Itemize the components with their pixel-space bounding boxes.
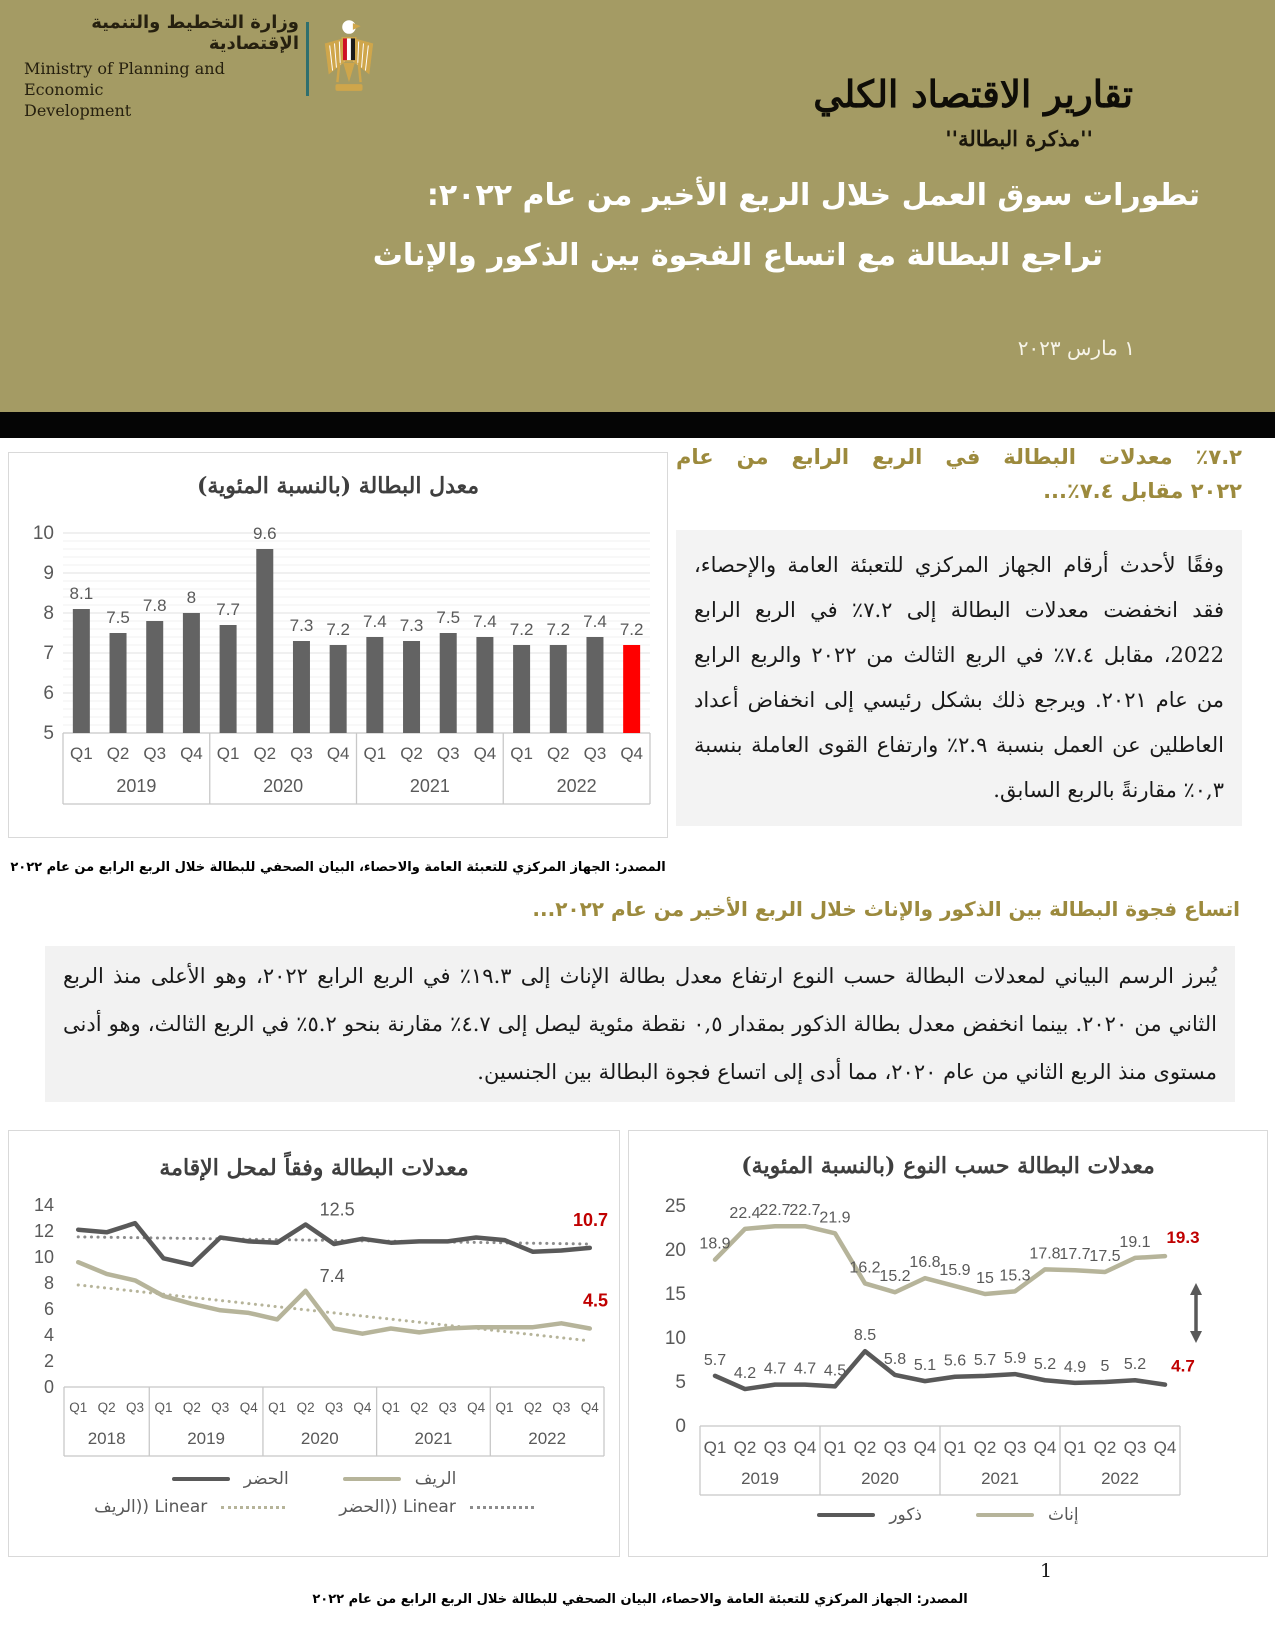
svg-text:5.7: 5.7: [703, 1351, 727, 1369]
svg-text:Q1: Q1: [823, 1438, 847, 1457]
svg-text:10.7: 10.7: [572, 1209, 608, 1230]
svg-text:22.4: 22.4: [729, 1204, 761, 1222]
svg-text:4.2: 4.2: [733, 1365, 757, 1383]
svg-text:2021: 2021: [981, 1469, 1019, 1488]
chart-title-unemployment-rate: معدل البطالة (بالنسبة المئوية): [196, 473, 480, 499]
svg-text:Q3: Q3: [763, 1438, 787, 1457]
svg-text:4.7: 4.7: [1171, 1356, 1195, 1376]
svg-text:Q1: Q1: [510, 744, 533, 763]
svg-text:Q3: Q3: [883, 1438, 907, 1457]
svg-text:18.9: 18.9: [699, 1235, 731, 1253]
svg-text:17.5: 17.5: [1089, 1248, 1121, 1265]
chart-title-residence: معدلات البطالة وفقاً لمحل الإقامة: [159, 1155, 469, 1181]
svg-text:5.8: 5.8: [883, 1350, 907, 1368]
svg-text:Q2: Q2: [296, 1400, 315, 1415]
svg-text:7.3: 7.3: [289, 616, 314, 635]
svg-text:Q1: Q1: [216, 744, 240, 763]
svg-text:2020: 2020: [263, 776, 304, 796]
residence-chart-card: [8, 1130, 620, 1557]
report-date: ١ مارس ٢٠٢٣: [1017, 336, 1135, 360]
svg-text:4: 4: [43, 1325, 54, 1345]
urban-line-swatch: [172, 1477, 230, 1481]
intro-text-column: [676, 440, 1242, 826]
header-divider-band: [0, 412, 1275, 438]
svg-text:22.7: 22.7: [759, 1202, 791, 1220]
svg-text:Q2: Q2: [182, 1400, 201, 1415]
male-legend-label: ذكور: [889, 1505, 922, 1525]
svg-text:25: 25: [664, 1196, 686, 1217]
svg-text:Q1: Q1: [495, 1400, 514, 1415]
svg-text:2019: 2019: [741, 1469, 779, 1488]
svg-text:Q1: Q1: [70, 744, 93, 763]
svg-text:Q1: Q1: [268, 1400, 287, 1415]
svg-text:5.1: 5.1: [913, 1357, 937, 1375]
svg-text:15: 15: [976, 1270, 994, 1287]
svg-text:Q2: Q2: [1093, 1438, 1117, 1457]
page-header: [0, 0, 1275, 412]
rural-linear-legend-label: Linear ((الريف: [94, 1497, 208, 1517]
svg-text:6: 6: [43, 1299, 54, 1319]
svg-text:7.4: 7.4: [583, 612, 607, 631]
svg-text:Q4: Q4: [353, 1400, 372, 1415]
svg-text:7.8: 7.8: [142, 596, 167, 615]
svg-text:Q1: Q1: [703, 1438, 727, 1457]
svg-text:2022: 2022: [1101, 1469, 1139, 1488]
svg-text:5.9: 5.9: [1003, 1350, 1027, 1368]
svg-text:Q1: Q1: [381, 1400, 400, 1415]
section1-heading-line1: ٧.٢٪ معدلات البطالة في الربع الرابع من عام: [676, 445, 1242, 469]
svg-text:2020: 2020: [300, 1429, 339, 1448]
female-line-swatch: [976, 1513, 1034, 1517]
svg-text:16.2: 16.2: [849, 1259, 881, 1277]
section1-heading-line2: ٢٠٢٢ مقابل ٧.٤٪...: [1043, 479, 1242, 503]
male-line-swatch: [817, 1513, 875, 1517]
svg-text:Q1: Q1: [363, 744, 387, 763]
svg-text:10: 10: [32, 523, 54, 544]
svg-text:Q4: Q4: [793, 1438, 817, 1457]
svg-text:19.3: 19.3: [1166, 1228, 1200, 1248]
svg-text:Q3: Q3: [126, 1400, 145, 1415]
source-note-bottom: المصدر: الجهاز المركزي للتعبئة العامة والاحصاء، البيان الصحفي للبطالة خلال الربع الرابع من عام ٢٠٢٢: [312, 1592, 968, 1607]
ministry-name-english: Ministry of Planning and Economic Development: [24, 59, 225, 120]
svg-text:Q2: Q2: [400, 744, 423, 763]
svg-text:5: 5: [43, 723, 54, 744]
svg-text:0: 0: [43, 1377, 54, 1397]
svg-text:Q2: Q2: [410, 1400, 429, 1415]
svg-text:6: 6: [43, 683, 54, 704]
svg-text:5.2: 5.2: [1033, 1356, 1057, 1374]
svg-text:Q3: Q3: [552, 1400, 571, 1415]
section1-paragraph: وفقًا لأحدث أرقام الجهاز المركزي للتعبئة العامة والإحصاء، فقد انخفضت معدلات البطالة إلى ٧.٢٪ في الربع الرابع 2022، مقابل ٧.٤٪ في الربع الثالث من ٢٠٢٢ والربع الرابع من عام ٢٠٢١. ويرجع ذلك بشكل رئيسي إلى انخفاض أعداد العاطلين عن العمل بنسبة ٢.٩٪ وارتفاع القوى العاملة بنسبة ٠,٣٪ مقارنةً بالربع السابق.: [676, 530, 1242, 826]
svg-text:4.9: 4.9: [1063, 1358, 1087, 1376]
svg-text:8: 8: [43, 603, 54, 624]
svg-text:7.7: 7.7: [216, 600, 240, 619]
rural-trend-swatch: [221, 1506, 285, 1509]
svg-text:2019: 2019: [187, 1429, 226, 1448]
svg-text:5.2: 5.2: [1123, 1356, 1147, 1374]
svg-text:10: 10: [664, 1328, 686, 1349]
svg-text:Q4: Q4: [326, 744, 350, 763]
svg-text:15.2: 15.2: [879, 1268, 911, 1286]
svg-text:16.8: 16.8: [909, 1254, 941, 1272]
svg-text:Q3: Q3: [1123, 1438, 1147, 1457]
main-title-line1: تطورات سوق العمل خلال الربع الأخير من عام ٢٠٢٢:: [426, 178, 1200, 213]
logo-separator: [306, 22, 309, 96]
svg-text:Q1: Q1: [154, 1400, 173, 1415]
urban-legend-label: الحضر: [243, 1469, 289, 1489]
rural-line-swatch: [343, 1477, 401, 1481]
svg-text:Q3: Q3: [211, 1400, 230, 1415]
svg-text:Q2: Q2: [97, 1400, 116, 1415]
svg-text:4.7: 4.7: [763, 1360, 787, 1378]
svg-text:21.9: 21.9: [819, 1209, 851, 1227]
section2-heading: اتساع فجوة البطالة بين الذكور والإناث خلال الربع الأخير من عام ٢٠٢٢...: [532, 897, 1240, 921]
svg-text:2021: 2021: [409, 776, 450, 796]
svg-text:12: 12: [33, 1221, 54, 1241]
unemployment-rate-chart-card: [8, 452, 668, 838]
svg-text:7.2: 7.2: [619, 620, 644, 639]
svg-text:2021: 2021: [414, 1429, 453, 1448]
residence-legend-row1: [9, 1469, 619, 1489]
gender-line-chart: [640, 1183, 1256, 1497]
svg-text:15.9: 15.9: [939, 1262, 971, 1280]
svg-text:Q2: Q2: [106, 744, 130, 763]
svg-text:9.6: 9.6: [252, 524, 277, 543]
svg-text:8.5: 8.5: [853, 1327, 877, 1345]
gender-chart-card: [628, 1130, 1268, 1557]
svg-text:4.5: 4.5: [582, 1290, 608, 1311]
page-number: 1: [1040, 1560, 1053, 1582]
egypt-eagle-icon: [320, 8, 378, 102]
svg-text:5: 5: [675, 1372, 686, 1393]
svg-text:19.1: 19.1: [1119, 1233, 1151, 1251]
svg-text:2019: 2019: [116, 776, 157, 796]
svg-text:Q4: Q4: [467, 1400, 486, 1415]
svg-text:0: 0: [675, 1416, 686, 1437]
svg-text:7.2: 7.2: [546, 620, 571, 639]
svg-text:2020: 2020: [861, 1469, 899, 1488]
svg-text:10: 10: [33, 1247, 54, 1267]
svg-text:Q4: Q4: [239, 1400, 258, 1415]
svg-text:8.1: 8.1: [69, 584, 94, 603]
svg-text:8: 8: [186, 588, 197, 607]
svg-text:15: 15: [664, 1284, 686, 1305]
svg-text:2018: 2018: [87, 1429, 126, 1448]
svg-text:7: 7: [43, 643, 54, 664]
svg-text:4.5: 4.5: [823, 1362, 847, 1380]
svg-text:Q2: Q2: [733, 1438, 757, 1457]
svg-text:9: 9: [43, 563, 54, 584]
svg-text:7.4: 7.4: [319, 1265, 345, 1286]
svg-text:Q2: Q2: [253, 744, 277, 763]
ministry-name-arabic: وزارة التخطيط والتنمية الإقتصادية: [91, 12, 299, 54]
urban-trend-swatch: [470, 1506, 534, 1509]
svg-text:7.4: 7.4: [363, 612, 387, 631]
section2-paragraph: يُبرز الرسم البياني لمعدلات البطالة حسب النوع ارتفاع معدل بطالة الإناث إلى ١٩.٣٪ في الربع الرابع ٢٠٢٢، وهو الأعلى منذ الربع الثاني من ٢٠٢٠. بينما انخفض معدل بطالة الذكور بمقدار ٠,٥ نقطة مئوية ليصل إلى ٤.٧٪ مقارنة بنحو ٥.٢٪ في الربع الثالث، وهو أدنى مستوى منذ الربع الثاني من عام ٢٠٢٠، مما أدى إلى اتساع فجوة البطالة بين الجنسين.: [45, 946, 1235, 1102]
svg-text:7.3: 7.3: [399, 616, 424, 635]
main-title-line2: تراجع البطالة مع اتساع الفجوة بين الذكور والإناث: [372, 238, 1103, 273]
svg-text:2022: 2022: [528, 1429, 567, 1448]
svg-text:8: 8: [43, 1273, 54, 1293]
svg-text:4.7: 4.7: [793, 1360, 817, 1378]
svg-text:20: 20: [664, 1240, 686, 1261]
svg-text:15.3: 15.3: [999, 1267, 1031, 1285]
svg-text:7.5: 7.5: [106, 608, 130, 627]
urban-linear-legend-label: Linear ((الحضر: [339, 1497, 456, 1517]
svg-text:Q3: Q3: [438, 1400, 457, 1415]
svg-text:Q3: Q3: [1003, 1438, 1027, 1457]
svg-text:Q2: Q2: [546, 744, 570, 763]
svg-text:7.2: 7.2: [326, 620, 350, 639]
svg-text:Q4: Q4: [1153, 1438, 1177, 1457]
svg-text:17.7: 17.7: [1059, 1246, 1091, 1264]
report-series-title: تقارير الاقتصاد الكلي: [813, 72, 1133, 116]
ministry-logo-block: [24, 12, 299, 121]
residence-legend-row2: [9, 1497, 619, 1517]
svg-text:12.5: 12.5: [319, 1199, 355, 1220]
svg-text:Q2: Q2: [523, 1400, 542, 1415]
svg-text:Q1: Q1: [69, 1400, 88, 1415]
svg-text:Q2: Q2: [853, 1438, 877, 1457]
svg-text:7.2: 7.2: [509, 620, 534, 639]
svg-text:Q3: Q3: [324, 1400, 344, 1415]
gender-legend-row: [629, 1505, 1267, 1525]
svg-text:7.5: 7.5: [436, 608, 461, 627]
svg-text:7.4: 7.4: [473, 612, 497, 631]
chart-title-gender: معدلات البطالة حسب النوع (بالنسبة المئوية): [741, 1153, 1155, 1179]
svg-text:5.7: 5.7: [973, 1351, 997, 1369]
svg-text:Q2: Q2: [973, 1438, 997, 1457]
svg-text:17.8: 17.8: [1029, 1245, 1061, 1263]
female-legend-label: إناث: [1048, 1505, 1079, 1525]
svg-text:Q1: Q1: [1063, 1438, 1087, 1457]
svg-text:Q1: Q1: [943, 1438, 967, 1457]
svg-text:Q4: Q4: [913, 1438, 937, 1457]
source-note-top: المصدر: الجهاز المركزي للتعبئة العامة والاحصاء، البيان الصحفي للبطالة خلال الربع الرابع من عام ٢٠٢٢: [10, 860, 666, 875]
svg-text:5.6: 5.6: [943, 1352, 967, 1370]
svg-text:Q3: Q3: [436, 744, 460, 763]
svg-text:2022: 2022: [556, 776, 597, 796]
report-subtitle: ''مذكرة البطالة'': [945, 126, 1093, 151]
svg-text:14: 14: [33, 1195, 54, 1215]
svg-text:2: 2: [43, 1351, 54, 1371]
residence-line-chart: [16, 1185, 612, 1461]
svg-text:22.7: 22.7: [789, 1202, 821, 1220]
svg-text:Q4: Q4: [180, 744, 203, 763]
rural-legend-label: الريف: [414, 1469, 457, 1489]
svg-text:Q4: Q4: [620, 744, 643, 763]
svg-text:5: 5: [1100, 1358, 1110, 1375]
svg-text:Q3: Q3: [143, 744, 167, 763]
svg-text:Q4: Q4: [1033, 1438, 1057, 1457]
svg-text:Q3: Q3: [583, 744, 607, 763]
svg-text:Q4: Q4: [473, 744, 497, 763]
unemployment-rate-bar-chart: [18, 503, 658, 809]
svg-text:Q4: Q4: [580, 1400, 599, 1415]
svg-text:Q3: Q3: [290, 744, 313, 763]
